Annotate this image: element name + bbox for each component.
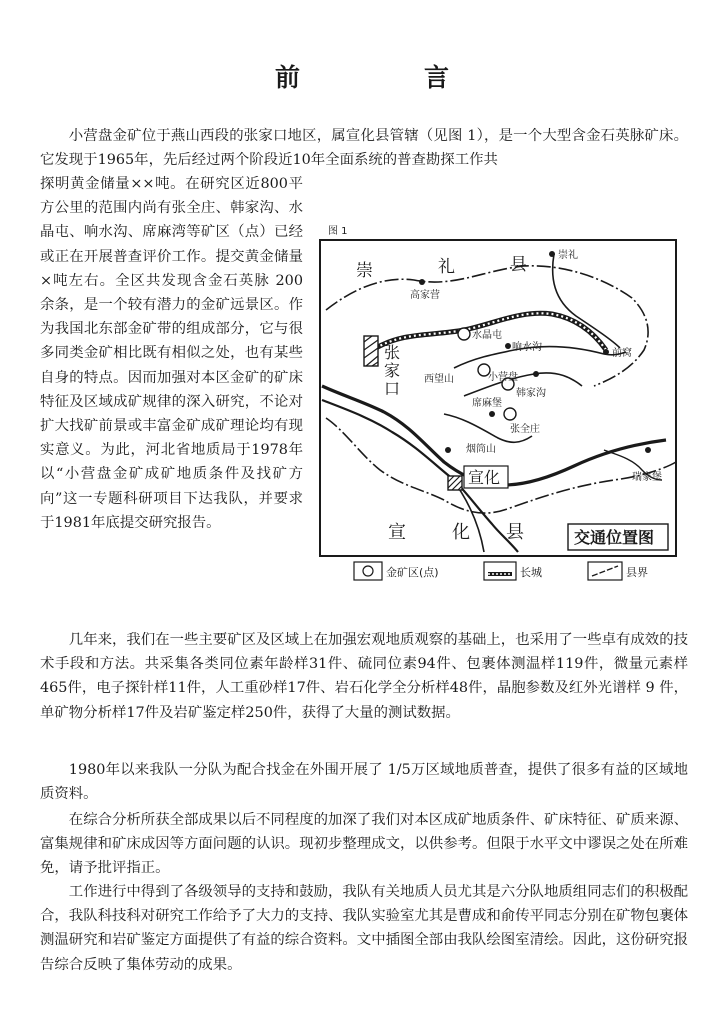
title-char-1: 前 — [274, 63, 300, 92]
title-char-2: 言 — [424, 63, 450, 92]
city-zhangjiakou-char-2: 家 — [384, 361, 401, 380]
place-xiaoyingpan: 小营盘 — [488, 372, 518, 383]
dot-qianfang — [603, 349, 609, 355]
place-zhaojiabao: 瑞家堡 — [632, 472, 662, 483]
dot-xiangshuigou — [505, 343, 511, 349]
legend-county-label: 县界 — [626, 566, 648, 579]
legend-wall-label: 长城 — [520, 566, 542, 579]
city-zhangjiakou-char-3: 口 — [384, 379, 401, 398]
dot-yanyingshan — [445, 447, 451, 453]
county-north-char-2: 礼 — [438, 257, 455, 277]
place-qianfang: 前窝 — [612, 348, 632, 359]
place-chongli: 崇礼 — [558, 250, 578, 261]
map-title: 交通位置图 — [574, 528, 655, 547]
gold-mine-shuijingtun — [458, 328, 470, 340]
county-north-char-1: 崇 — [356, 261, 373, 281]
county-south-char-3: 县 — [506, 522, 524, 543]
page-title — [0, 58, 724, 94]
county-north-char-3: 县 — [510, 255, 527, 275]
legend-wall-box — [484, 562, 516, 580]
dot-xiamapu — [489, 411, 495, 417]
city-zhangjiakou-char-1: 张 — [384, 343, 401, 362]
county-south-char-1: 宣 — [388, 522, 406, 543]
dot-chongli — [549, 251, 555, 257]
place-gaojiaying: 高家营 — [410, 290, 440, 301]
dot-gaojiaying — [419, 279, 425, 285]
place-hanjiagou: 韩家沟 — [516, 388, 546, 399]
figure-label: 图 1 — [328, 226, 348, 237]
place-xiangshuigou: 响水沟 — [512, 342, 542, 353]
location-map-figure — [314, 218, 686, 586]
dot-hanjiagou — [533, 371, 539, 377]
paragraph-survey: 1980年以来我队一分队为配合找金在外围开展了 1/5万区域地质普查，提供了很多有益的区域地质资料。 — [40, 762, 688, 803]
dot-zhaojiabao — [645, 447, 651, 453]
place-shuijingtun: 水晶屯 — [472, 330, 502, 341]
legend-gold-symbol — [363, 566, 373, 576]
gold-mine-zhangquanzhuang — [504, 408, 516, 420]
place-zhangquanzhuang: 张全庄 — [510, 424, 540, 435]
city-xuanhua: 宣化 — [468, 468, 501, 487]
paragraph-methods: 几年来，我们在一些主要矿区及区域上在加强宏观地质观察的基础上，也采用了一些卓有成效的技术手段和方法。共采集各类同位素年龄样31件、硫同位素94件、包裹体测温样119件，微量元素样465件，电子探针样11件，人工重砂样17件、岩石化学全分析样48件，晶胞参数及红外光谱样 9 件，单矿物分析样17件及岩矿鉴定样250件，获得了大量的测试数据。 — [40, 632, 688, 721]
legend-gold-label: 金矿区(点) — [386, 566, 439, 579]
place-xiwangshan: 西望山 — [424, 374, 454, 385]
paragraph-intro-continued: 探明黄金储量××吨。在研究区近800平方公里的范围内尚有张全庄、韩家沟、水晶屯、响水沟、席麻湾等矿区（点）已经或正在开展普查评价工作。提交黄金储量×吨左右。全区共发现含金石英脉 200 余条，是一个较有潜力的金矿远景区。作为我国北东部金矿带的组成部分，它与很多同类金矿相比既有相似之处，也有某些自身的特点。因而加强对本区金矿的矿床特征及区域成矿规律的深入研究，不论对扩大找矿前景或丰富金矿成矿理论均有现实意义。为此，河北省地质局于1978年以“小营盘金矿成矿地质条件及找矿方向”这一专题科研项目下达我队，并要求于1981年底提交研究报告。 — [40, 176, 303, 531]
place-yanyingshan: 烟筒山 — [466, 444, 496, 455]
location-map — [314, 218, 686, 586]
county-south-char-2: 化 — [452, 522, 470, 543]
paragraph-intro: 小营盘金矿位于燕山西段的张家口地区，属宣化县管辖（见图 1），是一个大型含金石英脉矿床。它发现于1965年，先后经过两个阶段近10年全面系统的普查勘探工作共 — [40, 128, 688, 169]
paragraph-conclusion: 在综合分析所获全部成果以后不同程度的加深了我们对本区成矿地质条件、矿床特征、矿质来源、富集规律和矿床成因等方面问题的认识。现初步整理成文，以供参考。但限于水平文中谬误之处在所难免，请予批评指正。 — [40, 812, 688, 877]
place-xiamapu: 席麻堡 — [472, 398, 502, 409]
paragraph-acknowledgement: 工作进行中得到了各级领导的支持和鼓励，我队有关地质人员尤其是六分队地质组同志们的积极配合，我队科技科对研究工作给予了大力的支持、我队实验室尤其是曹成和俞传平同志分别在矿物包裹体测温研究和岩矿鉴定方面提供了有益的综合资料。文中插图全部由我队绘图室清绘。因此，这份研究报告综合反映了集体劳动的成果。 — [40, 884, 688, 973]
